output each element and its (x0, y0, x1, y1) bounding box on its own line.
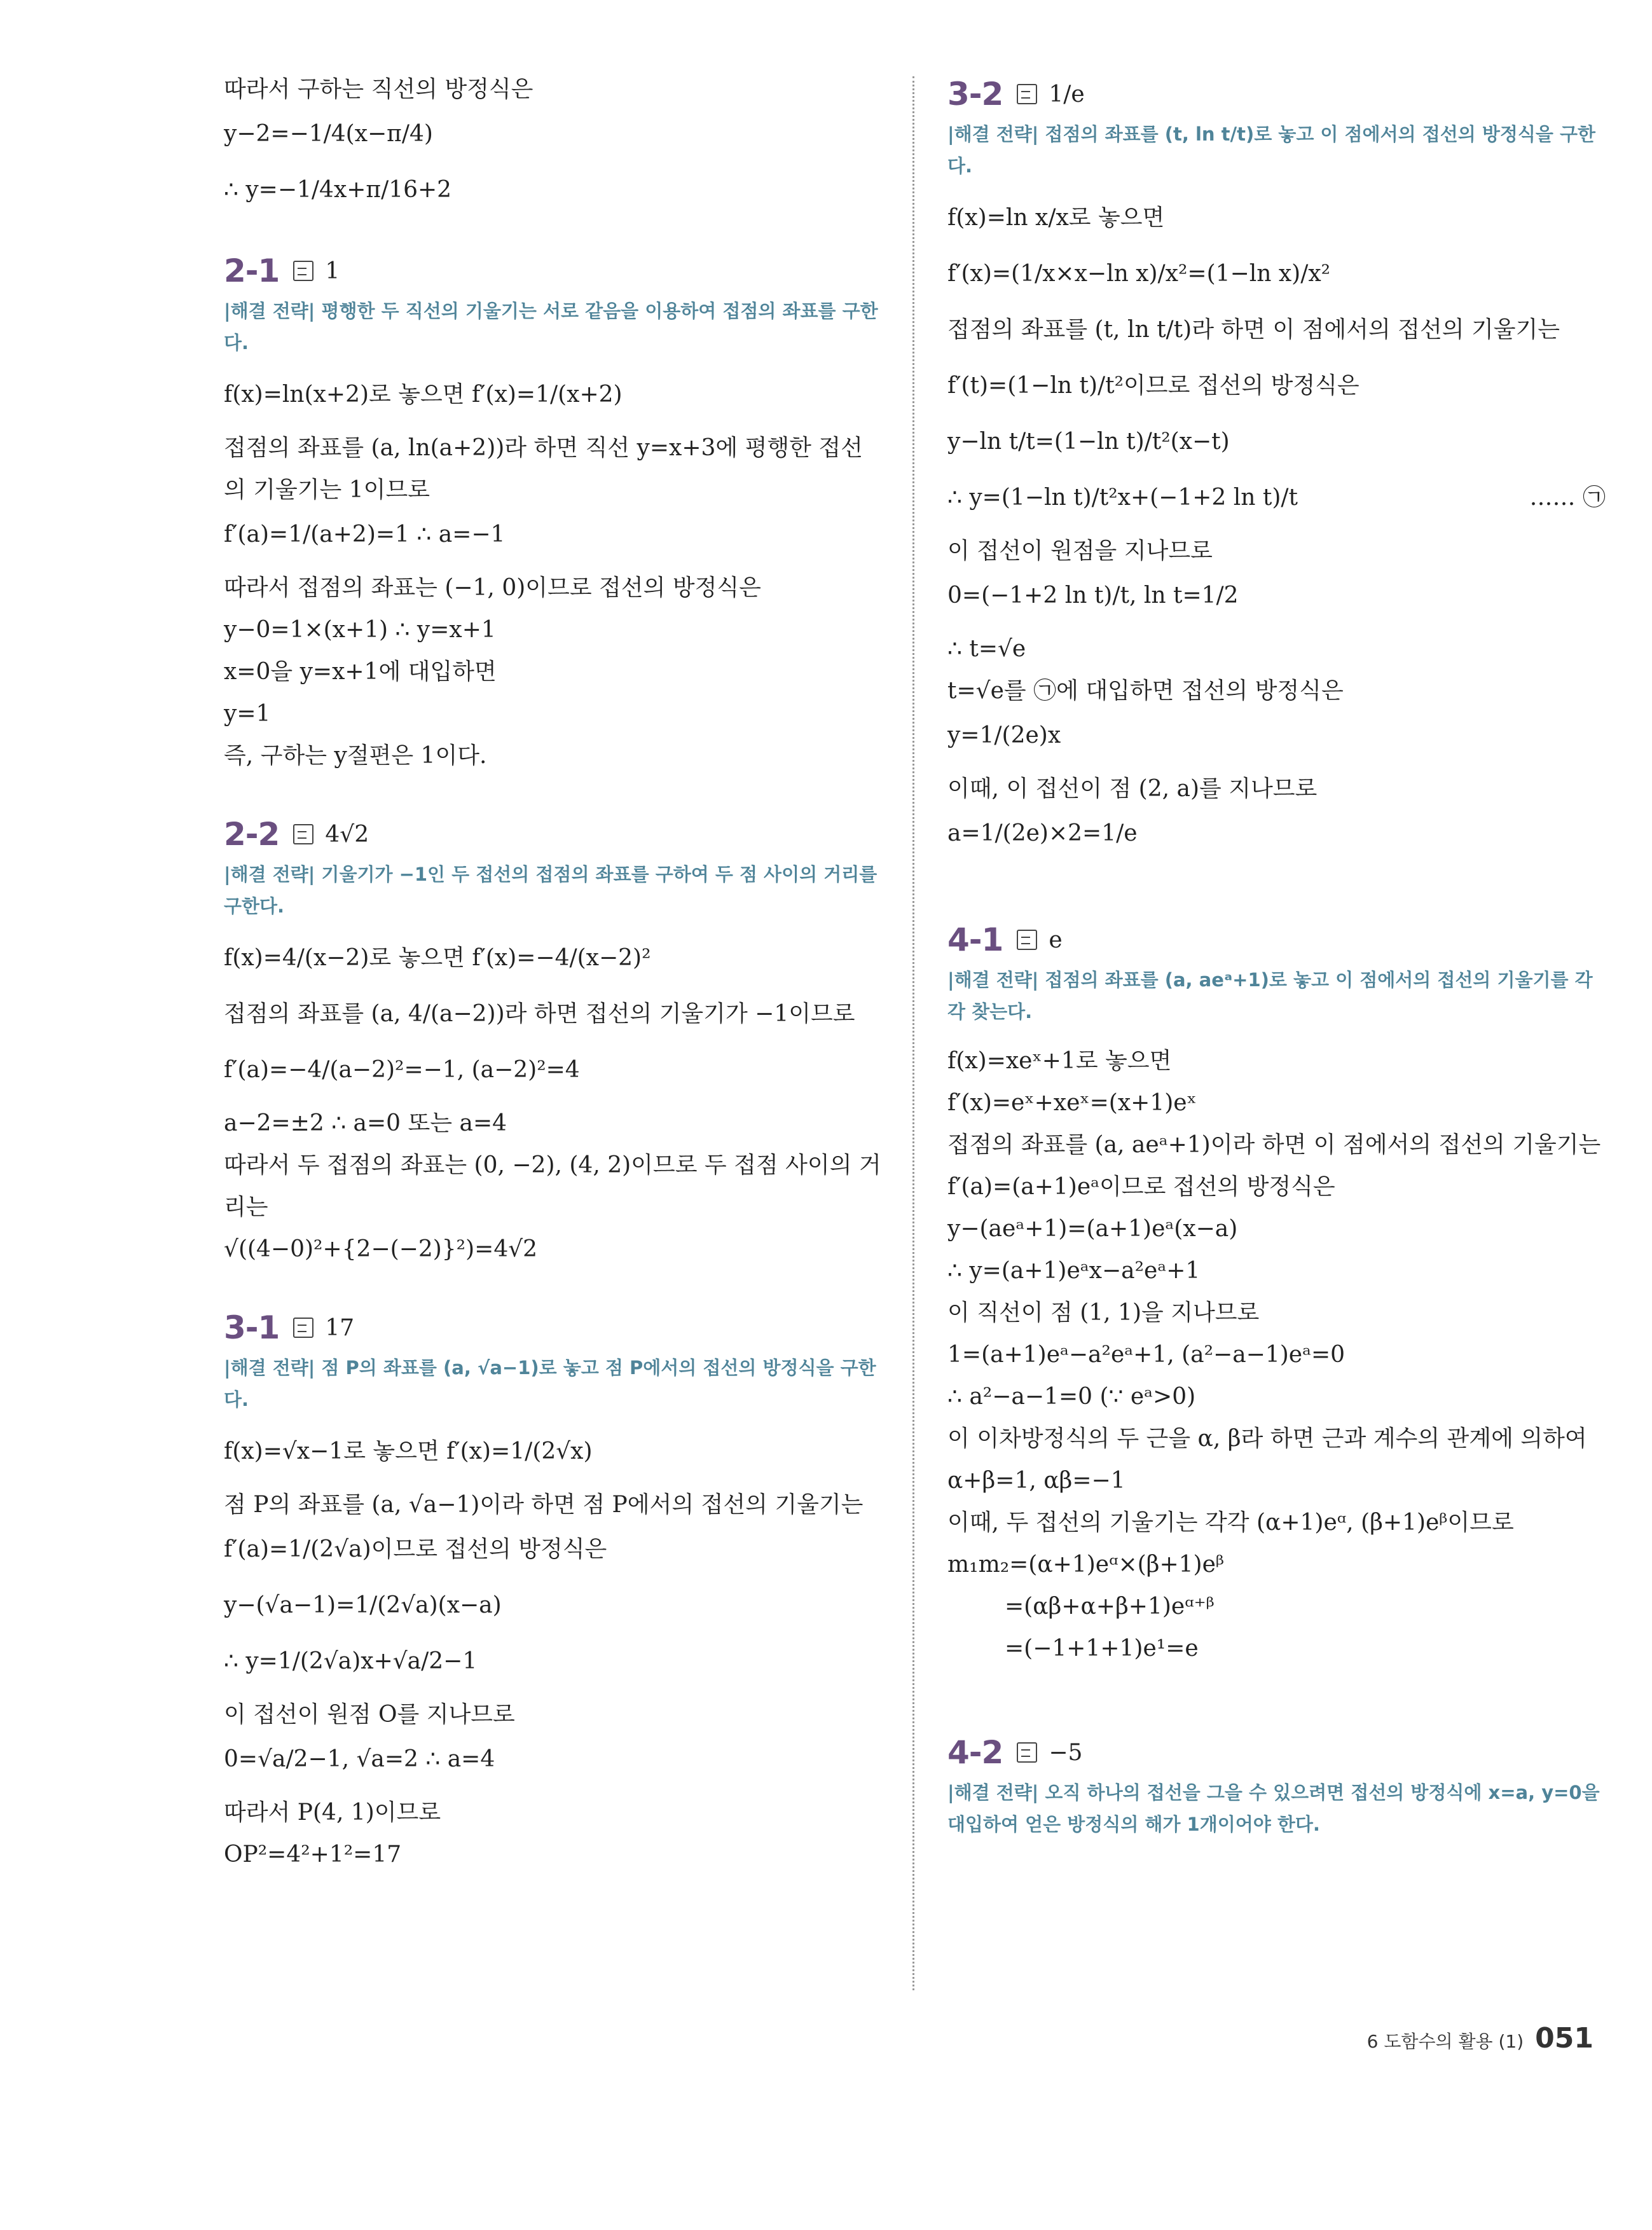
equation-line: f′(a)=−4/(a−2)²=−1, (a−2)²=4 (224, 1057, 580, 1083)
text-line: 이 접선이 원점을 지나므로 (947, 538, 1213, 564)
text-line: x=0을 y=x+1에 대입하면 (224, 659, 497, 685)
section-header-3-2 (947, 75, 1606, 113)
equation-line: ∴ a²−a−1=0 (∵ eᵃ>0) (947, 1384, 1196, 1410)
strategy-note: |해결 전략| 오직 하나의 접선을 그을 수 있으려면 접선의 방정식에 x=a, y=0을 대입하여 얻은 방정식의 해가 1개이어야 한다. (947, 1782, 1600, 1835)
section-number: 4-1 (947, 921, 1003, 958)
section-header-3-1 (224, 1309, 879, 1347)
answer-icon (293, 1318, 313, 1338)
text-line: 따라서 구하는 직선의 방정식은 (224, 76, 533, 102)
equation-line: a−2=±2 ∴ a=0 또는 a=4 (224, 1110, 507, 1136)
text-line: 즉, 구하는 y절편은 1이다. (224, 743, 487, 769)
chapter-label: 6 도함수의 활용 (1) (1366, 2031, 1524, 2052)
equation-line: y−0=1×(x+1) ∴ y=x+1 (224, 617, 496, 643)
equation-line: α+β=1, αβ=−1 (947, 1468, 1125, 1494)
text-line: 접점의 좌표를 (a, 4/(a−2))라 하면 접선의 기울기가 −1이므로 (224, 1001, 855, 1027)
section-number: 3-2 (947, 76, 1003, 113)
equation-line: f(x)=ln(x+2)로 놓으면 f′(x)=1/(x+2) (224, 382, 623, 408)
equation-line-marked (947, 481, 1606, 515)
equation-line: y=1/(2e)x (947, 722, 1061, 748)
equation-line: ∴ y=(a+1)eᵃx−a²eᵃ+1 (947, 1258, 1201, 1284)
section-header-2-1 (224, 252, 879, 290)
text-line: 이때, 두 접선의 기울기는 각각 (α+1)eᵅ, (β+1)eᵝ이므로 (947, 1510, 1514, 1536)
text-line: 이때, 이 접선이 점 (2, a)를 지나므로 (947, 776, 1318, 802)
equation-line: y−(√a−1)=1/(2√a)(x−a) (224, 1592, 502, 1618)
equation-line: f(x)=4/(x−2)로 놓으면 f′(x)=−4/(x−2)² (224, 945, 651, 971)
section-header-4-1 (947, 921, 1606, 959)
equation-line: y−(aeᵃ+1)=(a+1)eᵃ(x−a) (947, 1216, 1238, 1242)
equation-line: f′(t)=(1−ln t)/t²이므로 접선의 방정식은 (947, 373, 1359, 399)
answer-icon (293, 824, 313, 844)
text-line: 따라서 P(4, 1)이므로 (224, 1800, 441, 1826)
page-number: 051 (1535, 2022, 1593, 2054)
equation-marker: …… ㉠ (1529, 485, 1606, 511)
equation-line: f(x)=ln x/x로 놓으면 (947, 205, 1165, 231)
text-line: 이 직선이 점 (1, 1)을 지나므로 (947, 1300, 1260, 1326)
strategy-note: |해결 전략| 접점의 좌표를 (t, ln t/t)로 놓고 이 점에서의 접선의 방정식을 구한다. (947, 123, 1596, 177)
equation-line: 1=(a+1)eᵃ−a²eᵃ+1, (a²−a−1)eᵃ=0 (947, 1342, 1346, 1368)
right-column (947, 75, 1606, 1859)
equation-line: f(x)=xeˣ+1로 놓으면 (947, 1048, 1172, 1074)
equation-text: ∴ y=(1−ln t)/t²x+(−1+2 ln t)/t (947, 485, 1298, 511)
text-line: 따라서 접점의 좌표는 (−1, 0)이므로 접선의 방정식은 (224, 575, 761, 601)
answer-value: −5 (1049, 1739, 1083, 1766)
text-line: 이 접선이 원점 O를 지나므로 (224, 1702, 515, 1728)
text-line: f′(a)=(a+1)eᵃ이므로 접선의 방정식은 (947, 1174, 1335, 1200)
equation-line: f′(x)=(1/x×x−ln x)/x²=(1−ln x)/x² (947, 261, 1331, 287)
equation-line: a=1/(2e)×2=1/e (947, 820, 1138, 846)
strategy-note: |해결 전략| 기울기가 −1인 두 접선의 접점의 좌표를 구하여 두 점 사이의 거리를 구한다. (224, 864, 878, 917)
text-line: 접점의 좌표를 (a, ln(a+2))라 하면 직선 y=x+3에 평행한 접선 (224, 435, 863, 461)
equation-line: m₁m₂=(α+1)eᵅ×(β+1)eᵝ (947, 1552, 1225, 1578)
answer-value: 4√2 (325, 821, 369, 848)
text-line: 따라서 두 접점의 좌표는 (0, −2), (4, 2)이므로 두 접점 사이의 거 (224, 1152, 881, 1178)
answer-icon (293, 261, 313, 281)
answer-value: e (1049, 926, 1063, 953)
text-line: 리는 (224, 1194, 268, 1220)
text-line: 의 기울기는 1이므로 (224, 477, 430, 503)
section-header-2-2 (224, 815, 879, 853)
equation-line: ∴ y=−1/4x+π/16+2 (224, 177, 452, 203)
strategy-note: |해결 전략| 평행한 두 직선의 기울기는 서로 같음을 이용하여 접점의 좌표를 구한다. (224, 300, 878, 354)
equation-line: ∴ t=√e (947, 636, 1026, 662)
equation-line: f′(a)=1/(a+2)=1 ∴ a=−1 (224, 521, 506, 547)
answer-icon (1017, 84, 1037, 104)
equation-line: f(x)=√x−1로 놓으면 f′(x)=1/(2√x) (224, 1438, 593, 1464)
text-line: 이 이차방정식의 두 근을 α, β라 하면 근과 계수의 관계에 의하여 (947, 1426, 1587, 1452)
answer-icon (1017, 1742, 1037, 1763)
left-column (224, 75, 879, 1882)
section-header-4-2 (947, 1733, 1606, 1772)
strategy-note: |해결 전략| 접점의 좌표를 (a, aeᵃ+1)로 놓고 이 점에서의 접선의 기울기를 각각 찾는다. (947, 969, 1593, 1022)
section-number: 2-2 (224, 816, 280, 853)
answer-value: 1/e (1049, 81, 1085, 107)
text-line: t=√e를 ㉠에 대입하면 접선의 방정식은 (947, 678, 1344, 704)
equation-line: =(αβ+α+β+1)eᵅ⁺ᵝ (1005, 1593, 1215, 1620)
equation-line: 0=√a/2−1, √a=2 ∴ a=4 (224, 1746, 495, 1772)
equation-line: y−ln t/t=(1−ln t)/t²(x−t) (947, 429, 1230, 455)
equation-line: OP²=4²+1²=17 (224, 1841, 402, 1868)
equation-line: ∴ y=1/(2√a)x+√a/2−1 (224, 1648, 478, 1674)
equation-line: 0=(−1+2 ln t)/t, ln t=1/2 (947, 582, 1239, 609)
text-line: 접점의 좌표를 (a, aeᵃ+1)이라 하면 이 점에서의 접선의 기울기는 (947, 1132, 1601, 1158)
column-divider (912, 76, 914, 1990)
equation-line: =(−1+1+1)e¹=e (1005, 1635, 1199, 1662)
equation-line: f′(a)=1/(2√a)이므로 접선의 방정식은 (224, 1536, 607, 1562)
page-footer (1367, 2022, 1593, 2054)
equation-line: √((4−0)²+{2−(−2)}²)=4√2 (224, 1236, 538, 1262)
answer-value: 17 (325, 1314, 355, 1341)
equation-line: f′(x)=eˣ+xeˣ=(x+1)eˣ (947, 1090, 1197, 1116)
answer-value: 1 (325, 258, 340, 284)
answer-icon (1017, 930, 1037, 950)
equation-line: y−2=−1/4(x−π/4) (224, 121, 433, 147)
section-number: 3-1 (224, 1309, 280, 1346)
section-number: 4-2 (947, 1734, 1003, 1771)
strategy-note: |해결 전략| 점 P의 좌표를 (a, √a−1)로 놓고 점 P에서의 접선의 방정식을 구한다. (224, 1357, 876, 1410)
section-number: 2-1 (224, 252, 280, 289)
equation-line: y=1 (224, 701, 271, 727)
text-line: 접점의 좌표를 (t, ln t/t)라 하면 이 점에서의 접선의 기울기는 (947, 317, 1560, 343)
text-line: 점 P의 좌표를 (a, √a−1)이라 하면 점 P에서의 접선의 기울기는 (224, 1492, 864, 1518)
